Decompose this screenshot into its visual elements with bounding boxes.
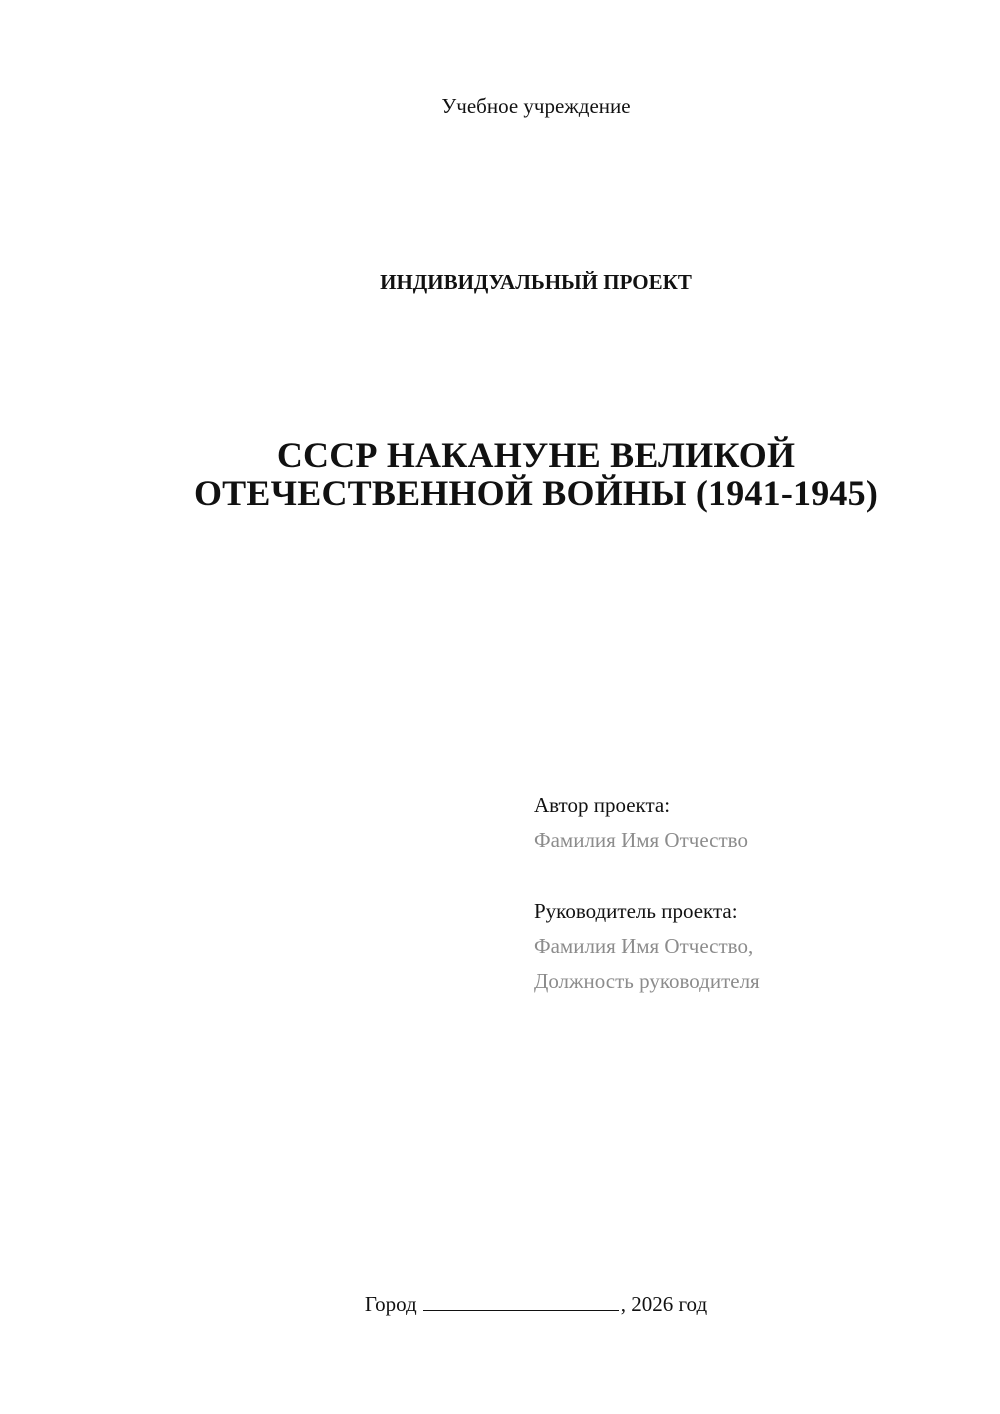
project-title-line-1: СССР НАКАНУНЕ ВЕЛИКОЙ [276,435,796,475]
project-type-heading: ИНДИВИДУАЛЬНЫЙ ПРОЕКТ [380,270,692,294]
city-blank-line [423,1290,619,1311]
project-title [0,436,1000,512]
institution-name: Учебное учреждение [441,94,631,118]
supervisor-label: Руководитель проекта: [534,899,738,923]
author-name: Фамилия Имя Отчество [534,828,748,852]
author-label: Автор проекта: [534,793,671,817]
city-label: Город [364,1292,417,1316]
supervisor-position: Должность руководителя [534,969,760,993]
project-title-line-2: ОТЕЧЕСТВЕННОЙ ВОЙНЫ (1941-1945) [193,473,879,513]
project-credits [534,788,974,999]
city-year-line [0,1290,1000,1318]
credits-spacer [534,858,974,894]
year-text: , 2026 год [620,1292,708,1316]
supervisor-name: Фамилия Имя Отчество, [534,934,754,958]
